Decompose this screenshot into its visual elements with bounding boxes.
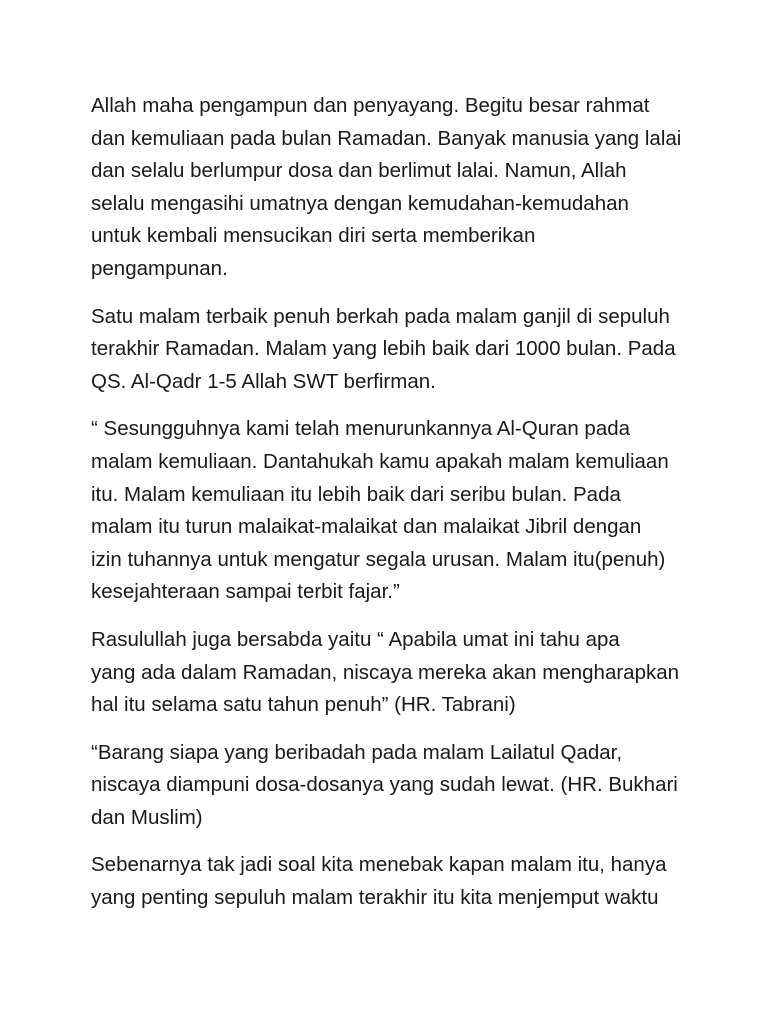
paragraph: “Barang siapa yang beribadah pada malam Lailatul Qadar, niscaya diampuni dosa-dosanya yang sudah lewat. (HR. Bukhari dan Muslim) (91, 740, 678, 829)
paragraph: Rasulullah juga bersabda yaitu “ Apabila umat ini tahu apa yang ada dalam Ramadan, niscaya mereka akan mengharapkan hal itu selama satu tahun penuh” (HR. Tabrani) (91, 627, 680, 717)
paragraph: Sebenarnya tak jadi soal kita menebak kapan malam itu, hanya yang penting sepuluh malam terakhir itu kita menjemput waktu (91, 853, 667, 910)
paragraph: Allah maha pengampun dan penyayang. Begitu besar rahmat dan kemuliaan pada bulan Ramadan. Banyak manusia yang lalai dan selalu berlumpur dosa dan berlimut lalai. Namun, Allah selalu mengasihi umatnya dengan kemudahan-kemudahan untuk kembali mensucikan diri serta memberikan pengampunan. (91, 94, 682, 280)
paragraph: “ Sesungguhnya kami telah menurunkannya Al-Quran pada malam kemuliaan. Dantahukah kamu apakah malam kemuliaan itu. Malam kemuliaan itu lebih baik dari seribu bulan. Pada malam itu turun malaikat-malaikat dan malaikat Jibril dengan izin tuhannya untuk mengatur segala urusan. Malam itu(penuh) kesejahteraan sampai terbit fajar.” (91, 417, 669, 604)
document-body (91, 90, 691, 930)
paragraph: Satu malam terbaik penuh berkah pada malam ganjil di sepuluh terakhir Ramadan. Malam yang lebih baik dari 1000 bulan. Pada QS. Al-Qadr 1-5 Allah SWT berfirman. (91, 304, 676, 393)
